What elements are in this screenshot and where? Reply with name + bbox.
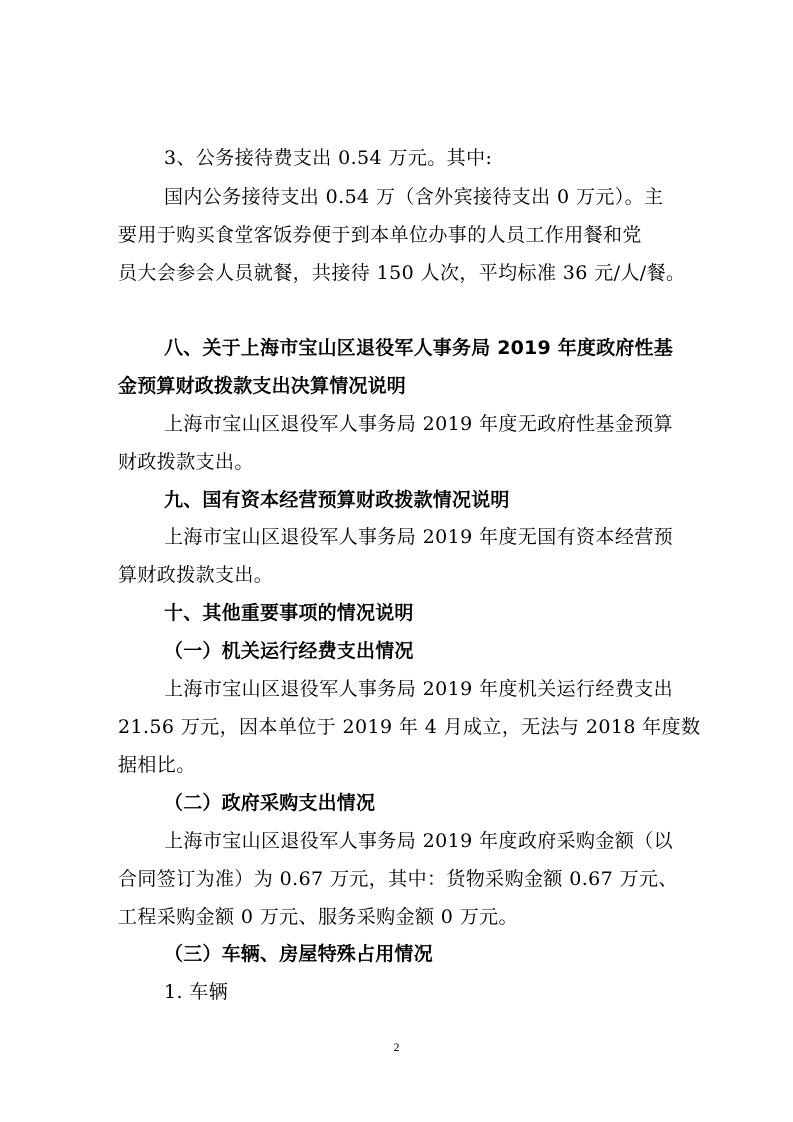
section-heading: 金预算财政拨款支出决算情况说明 — [118, 375, 407, 397]
paragraph-line: 上海市宝山区退役军人事务局 2019 年度机关运行经费支出 — [164, 678, 674, 700]
subsection-heading: （三）车辆、房屋特殊占用情况 — [164, 943, 433, 965]
paragraph-line: 算财政拨款支出。 — [118, 564, 274, 586]
paragraph-line: 上海市宝山区退役军人事务局 2019 年度无政府性基金预算 — [164, 413, 674, 435]
paragraph-line: 上海市宝山区退役军人事务局 2019 年度无国有资本经营预 — [164, 526, 674, 548]
paragraph-line: 1. 车辆 — [164, 981, 229, 1003]
paragraph-line: 财政拨款支出。 — [118, 451, 254, 473]
paragraph-line: 3、公务接待费支出 0.54 万元。其中: — [164, 147, 493, 169]
paragraph-line: 员大会参会人员就餐，共接待 150 人次，平均标准 36 元/人/餐。 — [118, 262, 686, 284]
page-number: 2 — [393, 1040, 400, 1054]
paragraph-line: 21.56 万元，因本单位于 2019 年 4 月成立，无法与 2018 年度数 — [118, 716, 701, 738]
subsection-heading: （一）机关运行经费支出情况 — [164, 640, 414, 662]
paragraph-line: 要用于购买食堂客饭券便于到本单位办事的人员工作用餐和党 — [118, 224, 642, 246]
section-heading: 九、国有资本经营预算财政拨款情况说明 — [164, 489, 510, 511]
subsection-heading: （二）政府采购支出情况 — [164, 792, 376, 814]
paragraph-line: 合同签订为准）为 0.67 万元，其中：货物采购金额 0.67 万元、 — [118, 868, 678, 890]
section-heading: 十、其他重要事项的情况说明 — [164, 602, 414, 624]
paragraph-line: 国内公务接待支出 0.54 万（含外宾接待支出 0 万元）。主 — [164, 186, 664, 208]
paragraph-line: 上海市宝山区退役军人事务局 2019 年度政府采购金额（以 — [164, 830, 674, 852]
section-heading: 八、关于上海市宝山区退役军人事务局 2019 年度政府性基 — [164, 337, 673, 359]
paragraph-line: 据相比。 — [118, 754, 196, 776]
paragraph-line: 工程采购金额 0 万元、服务采购金额 0 万元。 — [118, 906, 518, 928]
